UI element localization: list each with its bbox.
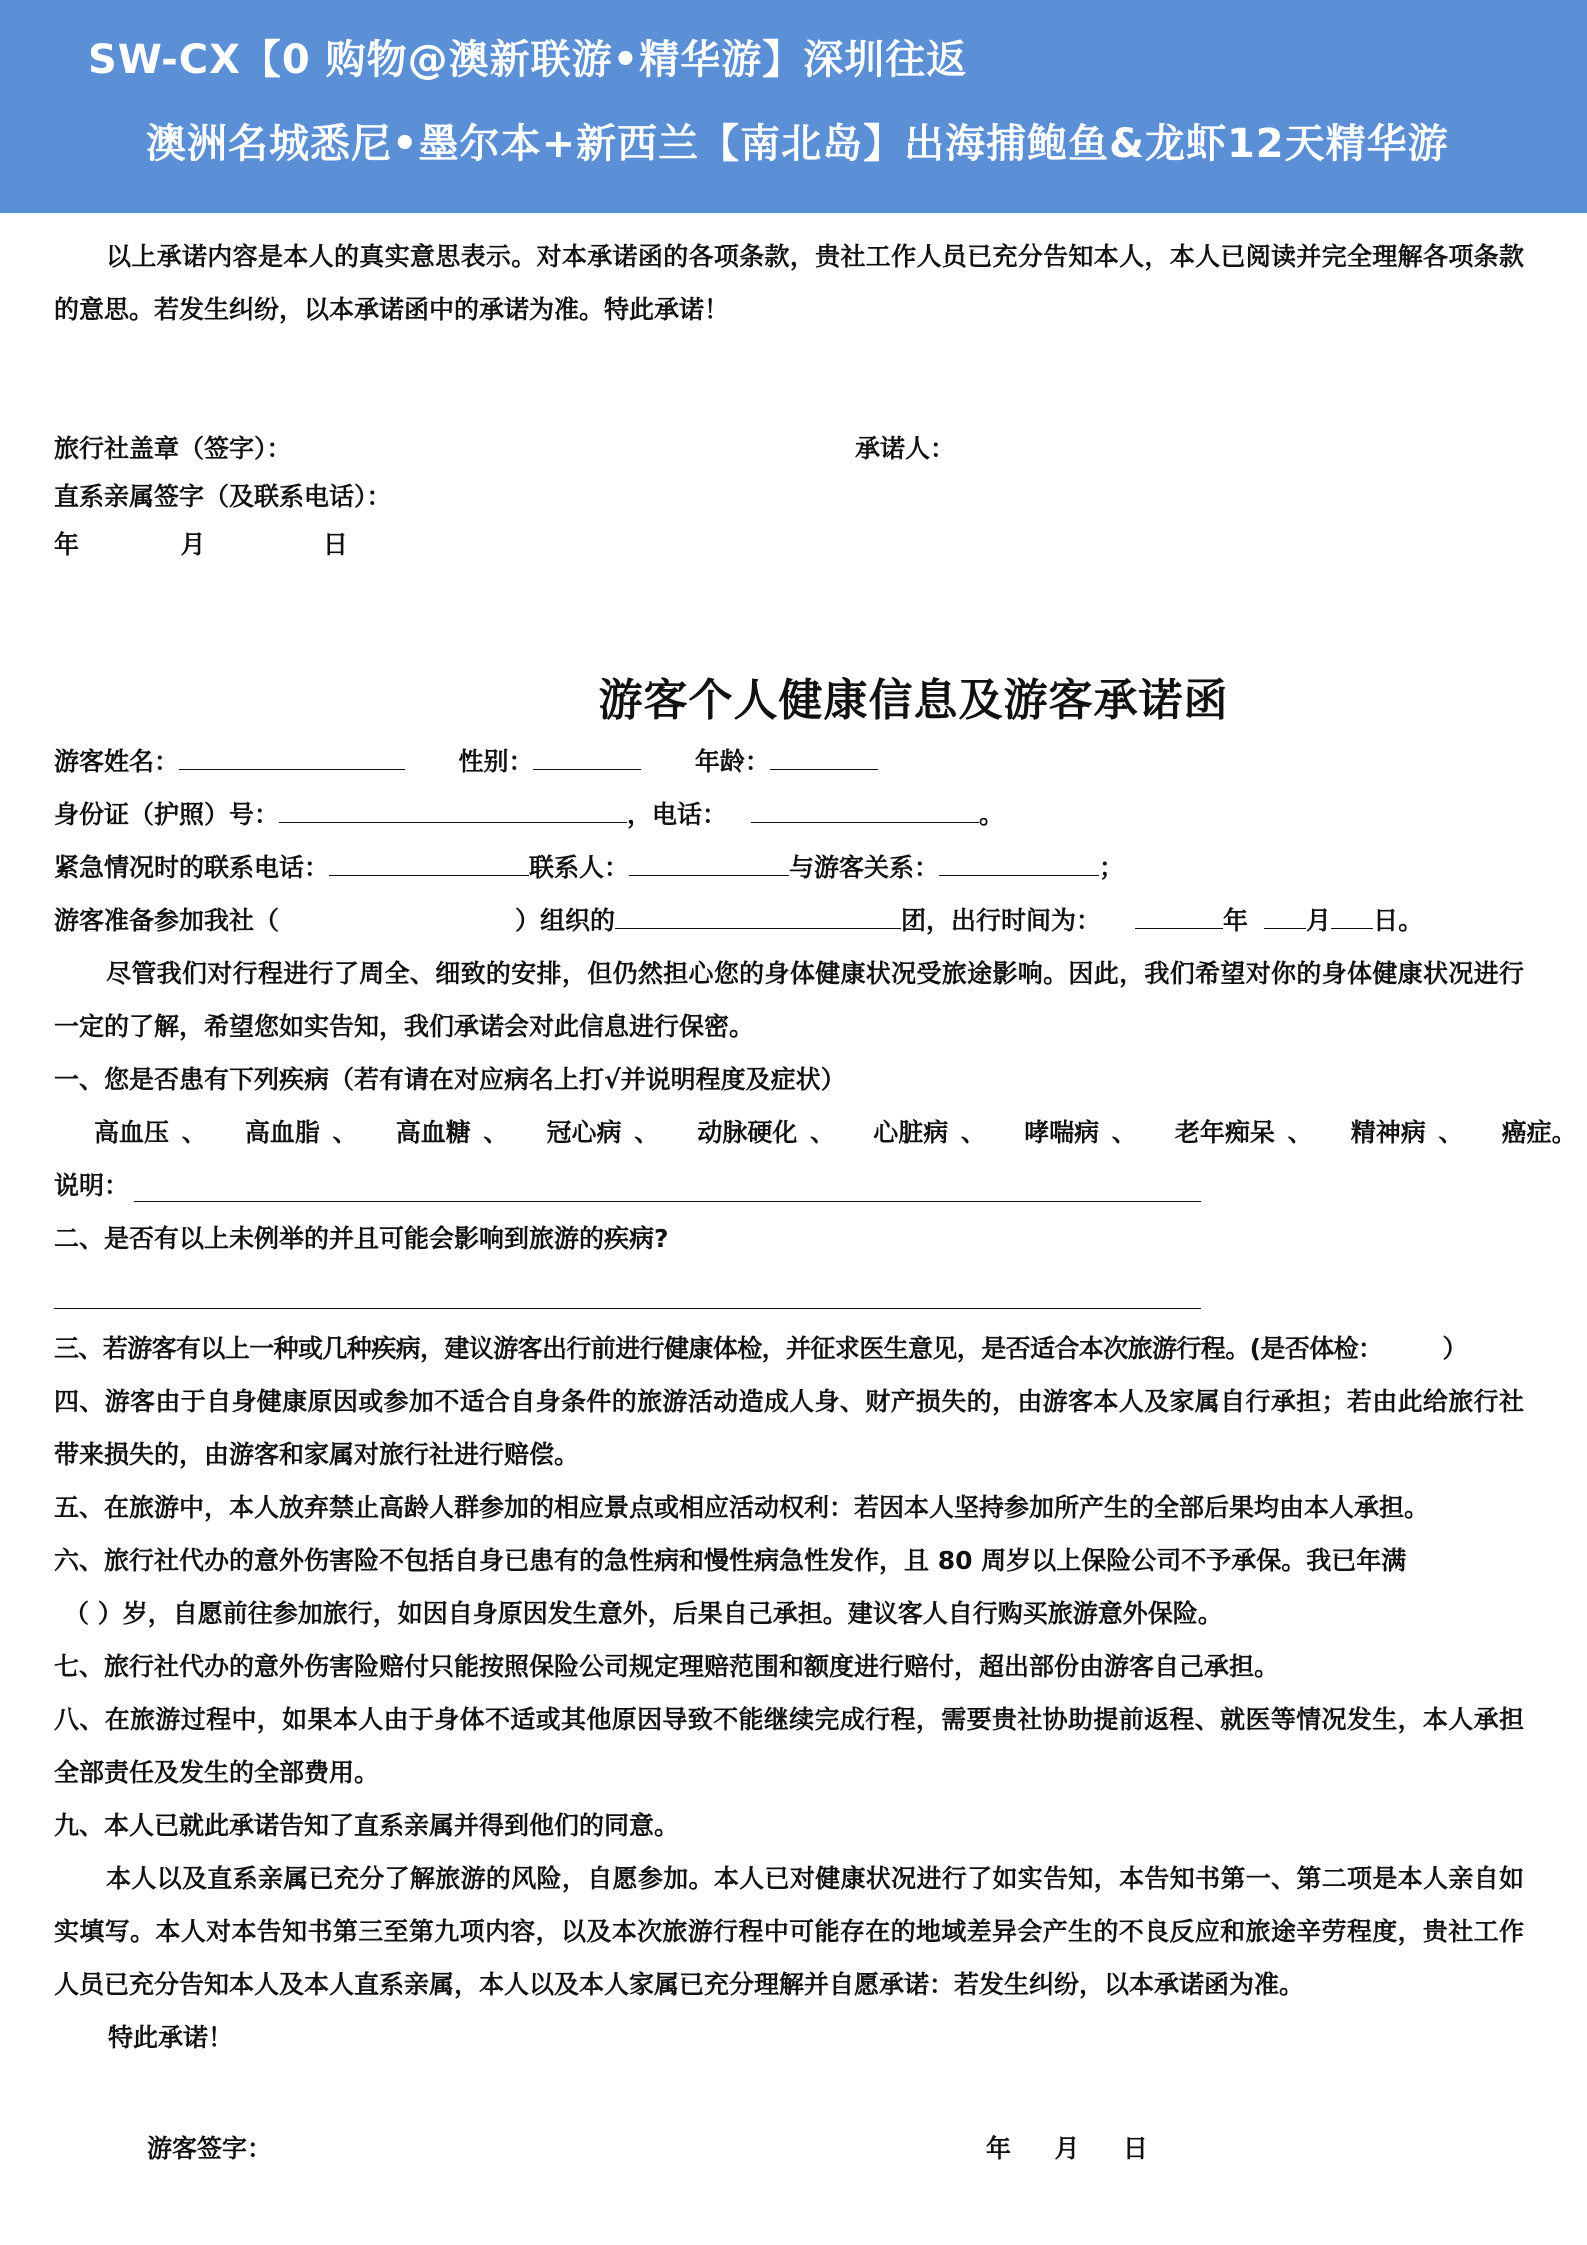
- q2-answer-line[interactable]: [54, 1308, 1201, 1309]
- phone-label: ，电话：: [627, 800, 728, 829]
- contact-field[interactable]: [629, 853, 789, 876]
- question-6-line2: （ ）岁，自愿前往参加旅行，如因自身原因发生意外，后果自己承担。建议客人自行购买旅游意外保险。: [64, 1599, 1223, 1628]
- question-3-text: 三、若游客有以上一种或几种疾病，建议游客出行前进行健康体检，并征求医生意见，是否适合本次旅游行程。(是否体检：: [54, 1334, 1383, 1363]
- sign-month: 月: [1054, 2134, 1080, 2163]
- phone-end: 。: [979, 800, 1005, 829]
- join-mid: ）组织的: [515, 906, 616, 935]
- tourist-sign-label: 游客签字：: [147, 2134, 273, 2163]
- join-day: 日。: [1373, 906, 1424, 935]
- relative-sign-label: 直系亲属签字（及联系电话）：: [54, 482, 392, 511]
- name-gender-age-row: [54, 735, 878, 788]
- question-1: 一、您是否患有下列疾病（若有请在对应病名上打√并说明程度及症状）: [54, 1065, 846, 1094]
- disease-arteriosclerosis[interactable]: 动脉硬化 、: [697, 1118, 836, 1147]
- header-banner: [0, 0, 1587, 213]
- month-label: 月: [180, 530, 206, 559]
- disease-asthma[interactable]: 哮喘病 、: [1024, 1118, 1137, 1147]
- day-label: 日: [322, 530, 348, 559]
- id-phone-row: [54, 788, 1004, 841]
- join-month-field[interactable]: [1264, 906, 1306, 929]
- disease-dementia[interactable]: 老年痴呆 、: [1174, 1118, 1313, 1147]
- disease-list: [94, 1106, 1577, 1159]
- gender-field[interactable]: [533, 747, 641, 770]
- question-9: 九、本人已就此承诺告知了直系亲属并得到他们的同意。: [54, 1811, 680, 1840]
- form-title: 游客个人健康信息及游客承诺函: [598, 675, 1229, 726]
- sign-day: 日: [1122, 2134, 1148, 2163]
- age-label: 年龄：: [694, 747, 770, 776]
- name-field[interactable]: [179, 747, 405, 770]
- question-6: 六、旅行社代办的意外伤害险不包括自身已患有的急性病和慢性病急性发作，且 80 周岁以上保险公司不予承保。我已年满: [54, 1546, 1407, 1575]
- emergency-phone-field[interactable]: [329, 853, 529, 876]
- special-commitment: 特此承诺！: [108, 2023, 234, 2052]
- name-label: 游客姓名：: [54, 747, 180, 776]
- age-field[interactable]: [770, 747, 878, 770]
- join-year: 年: [1223, 906, 1249, 935]
- disease-heart[interactable]: 心脏病 、: [873, 1118, 986, 1147]
- disease-mental[interactable]: 精神病 、: [1350, 1118, 1464, 1147]
- explain-label: 说明：: [54, 1171, 130, 1200]
- tour-code-title: SW-CX【0 购物@澳新联游•精华游】深圳往返: [88, 37, 968, 83]
- commitment-paragraph: 以上承诺内容是本人的真实意思表示。对本承诺函的各项条款，贵社工作人员已充分告知本人，本人已阅读并完全理解各项条款的意思。若发生纠纷，以本承诺函中的承诺为准。特此承诺！: [54, 242, 1524, 324]
- relation-field[interactable]: [939, 853, 1099, 876]
- question-8: 八、在旅游过程中，如果本人由于身体不适或其他原因导致不能继续完成行程，需要贵社协助提前返程、就医等情况发生，本人承担全部责任及发生的全部费用。: [54, 1705, 1524, 1787]
- join-group: 团，出行时间为：: [901, 906, 1102, 935]
- join-row: [54, 894, 1423, 947]
- agency-seal-label: 旅行社盖章（签字）：: [54, 434, 292, 463]
- year-label: 年: [54, 530, 80, 559]
- question-3-end: ）: [1442, 1334, 1467, 1363]
- disease-hyperlipidemia[interactable]: 高血脂 、: [244, 1118, 358, 1147]
- gender-label: 性别：: [458, 747, 534, 776]
- commitment-date: [54, 518, 348, 571]
- emergency-row: [54, 841, 1124, 894]
- sign-date: [986, 2122, 1148, 2175]
- id-label: 身份证（护照）号：: [54, 800, 280, 829]
- disease-cancer[interactable]: 癌症。: [1501, 1118, 1577, 1147]
- question-4: 四、游客由于自身健康原因或参加不适合自身条件的旅游活动造成人身、财产损失的，由游客本人及家属自行承担；若由此给旅行社带来损失的，由游客和家属对旅行社进行赔偿。: [54, 1387, 1524, 1469]
- id-field[interactable]: [279, 800, 627, 823]
- phone-field[interactable]: [751, 800, 979, 823]
- sign-year: 年: [986, 2134, 1012, 2163]
- explain-line[interactable]: [134, 1201, 1201, 1202]
- closing-paragraph: 本人以及直系亲属已充分了解旅游的风险，自愿参加。本人已对健康状况进行了如实告知，本告知书第一、第二项是本人亲自如实填写。本人对本告知书第三至第九项内容，以及本次旅游行程中可能存在的地域差异会产生的不良反应和旅途辛劳程度，贵社工作人员已充分告知本人及本人直系亲属，本人以及本人家属已充分理解并自愿承诺：若发生纠纷，以本承诺函为准。: [54, 1864, 1524, 1999]
- relation-label: 与游客关系：: [789, 853, 940, 882]
- tour-name-title: 澳洲名城悉尼•墨尔本+新西兰【南北岛】出海捕鲍鱼&龙虾12天精华游: [146, 121, 1449, 167]
- join-prefix: 游客准备参加我社（: [54, 906, 280, 935]
- join-year-field[interactable]: [1135, 906, 1223, 929]
- promisor-label: 承诺人：: [855, 434, 956, 463]
- contact-label: 联系人：: [529, 853, 630, 882]
- disease-hypertension[interactable]: 高血压 、: [94, 1118, 207, 1147]
- question-7: 七、旅行社代办的意外伤害险赔付只能按照保险公司规定理赔范围和额度进行赔付，超出部份由游客自己承担。: [54, 1652, 1280, 1681]
- join-day-field[interactable]: [1331, 906, 1373, 929]
- question-5: 五、在旅游中，本人放弃禁止高龄人群参加的相应景点或相应活动权利：若因本人坚持参加所产生的全部后果均由本人承担。: [54, 1493, 1430, 1522]
- group-field[interactable]: [615, 906, 901, 929]
- join-month: 月: [1306, 906, 1332, 935]
- question-3: [54, 1322, 1467, 1375]
- disease-hyperglycemia[interactable]: 高血糖 、: [395, 1118, 509, 1147]
- question-2: 二、是否有以上未例举的并且可能会影响到旅游的疾病?: [54, 1224, 669, 1253]
- relation-end: ；: [1099, 853, 1125, 882]
- emergency-label: 紧急情况时的联系电话：: [54, 853, 330, 882]
- disease-coronary[interactable]: 冠心病 、: [546, 1118, 660, 1147]
- intro-paragraph: 尽管我们对行程进行了周全、细致的安排，但仍然担心您的身体健康状况受旅途影响。因此，我们希望对你的身体健康状况进行一定的了解，希望您如实告知，我们承诺会对此信息进行保密。: [54, 959, 1524, 1041]
